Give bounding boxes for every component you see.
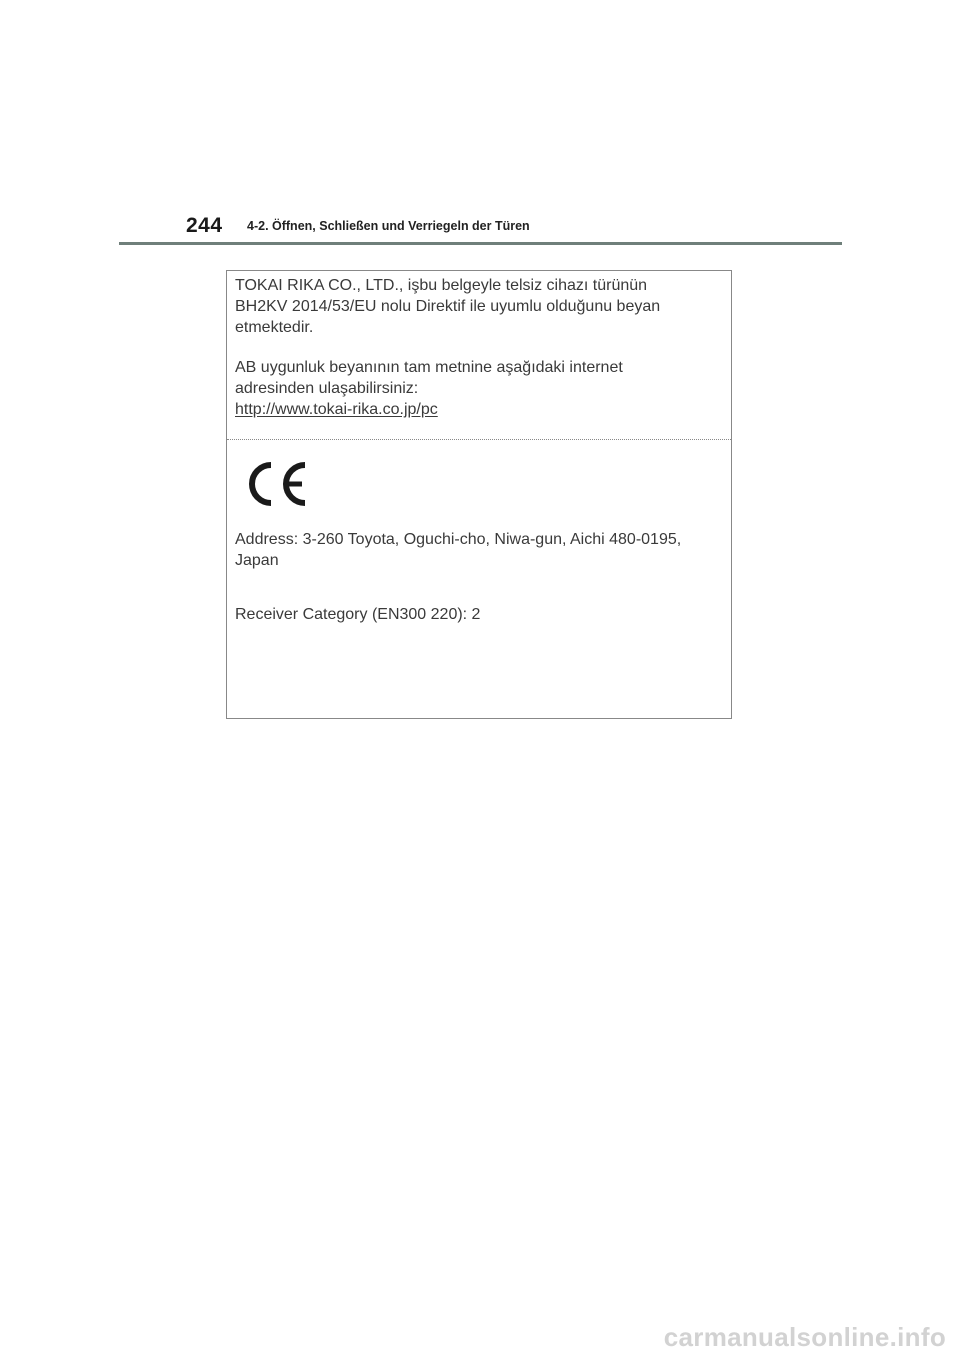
manufacturer-address xyxy=(235,529,725,571)
receiver-category: Receiver Category (EN300 220): 2 xyxy=(235,606,481,623)
address-line: Japan xyxy=(235,552,279,569)
conformity-url-link[interactable]: http://www.tokai-rika.co.jp/pc xyxy=(235,401,438,418)
turkish-declaration-section xyxy=(227,271,731,440)
declaration-text xyxy=(235,275,725,338)
header-divider xyxy=(119,242,842,245)
page-header xyxy=(0,0,960,250)
page-number: 244 xyxy=(186,214,223,237)
declaration-line: etmektedir. xyxy=(235,319,314,336)
declaration-line: TOKAI RIKA CO., LTD., işbu belgeyle telsiz cihazı türünün xyxy=(235,277,648,294)
section-title: 4-2. Öffnen, Schließen und Verriegeln der Türen xyxy=(247,219,530,233)
ab-line: adresinden ulaşabilirsiniz: xyxy=(235,380,419,397)
ce-mark-icon xyxy=(241,459,311,509)
address-line: Address: 3-260 Toyota, Oguchi-cho, Niwa-gun, Aichi 480-0195, xyxy=(235,531,682,548)
ab-conformity-text xyxy=(235,357,725,420)
ab-line: AB uygunluk beyanının tam metnine aşağıdaki internet xyxy=(235,359,623,376)
conformity-notice-box xyxy=(226,270,732,719)
footer-watermark-text: carmanualsonline.info xyxy=(663,1322,946,1352)
declaration-line: BH2KV 2014/53/EU nolu Direktif ile uyumlu olduğunu beyan xyxy=(235,298,661,315)
